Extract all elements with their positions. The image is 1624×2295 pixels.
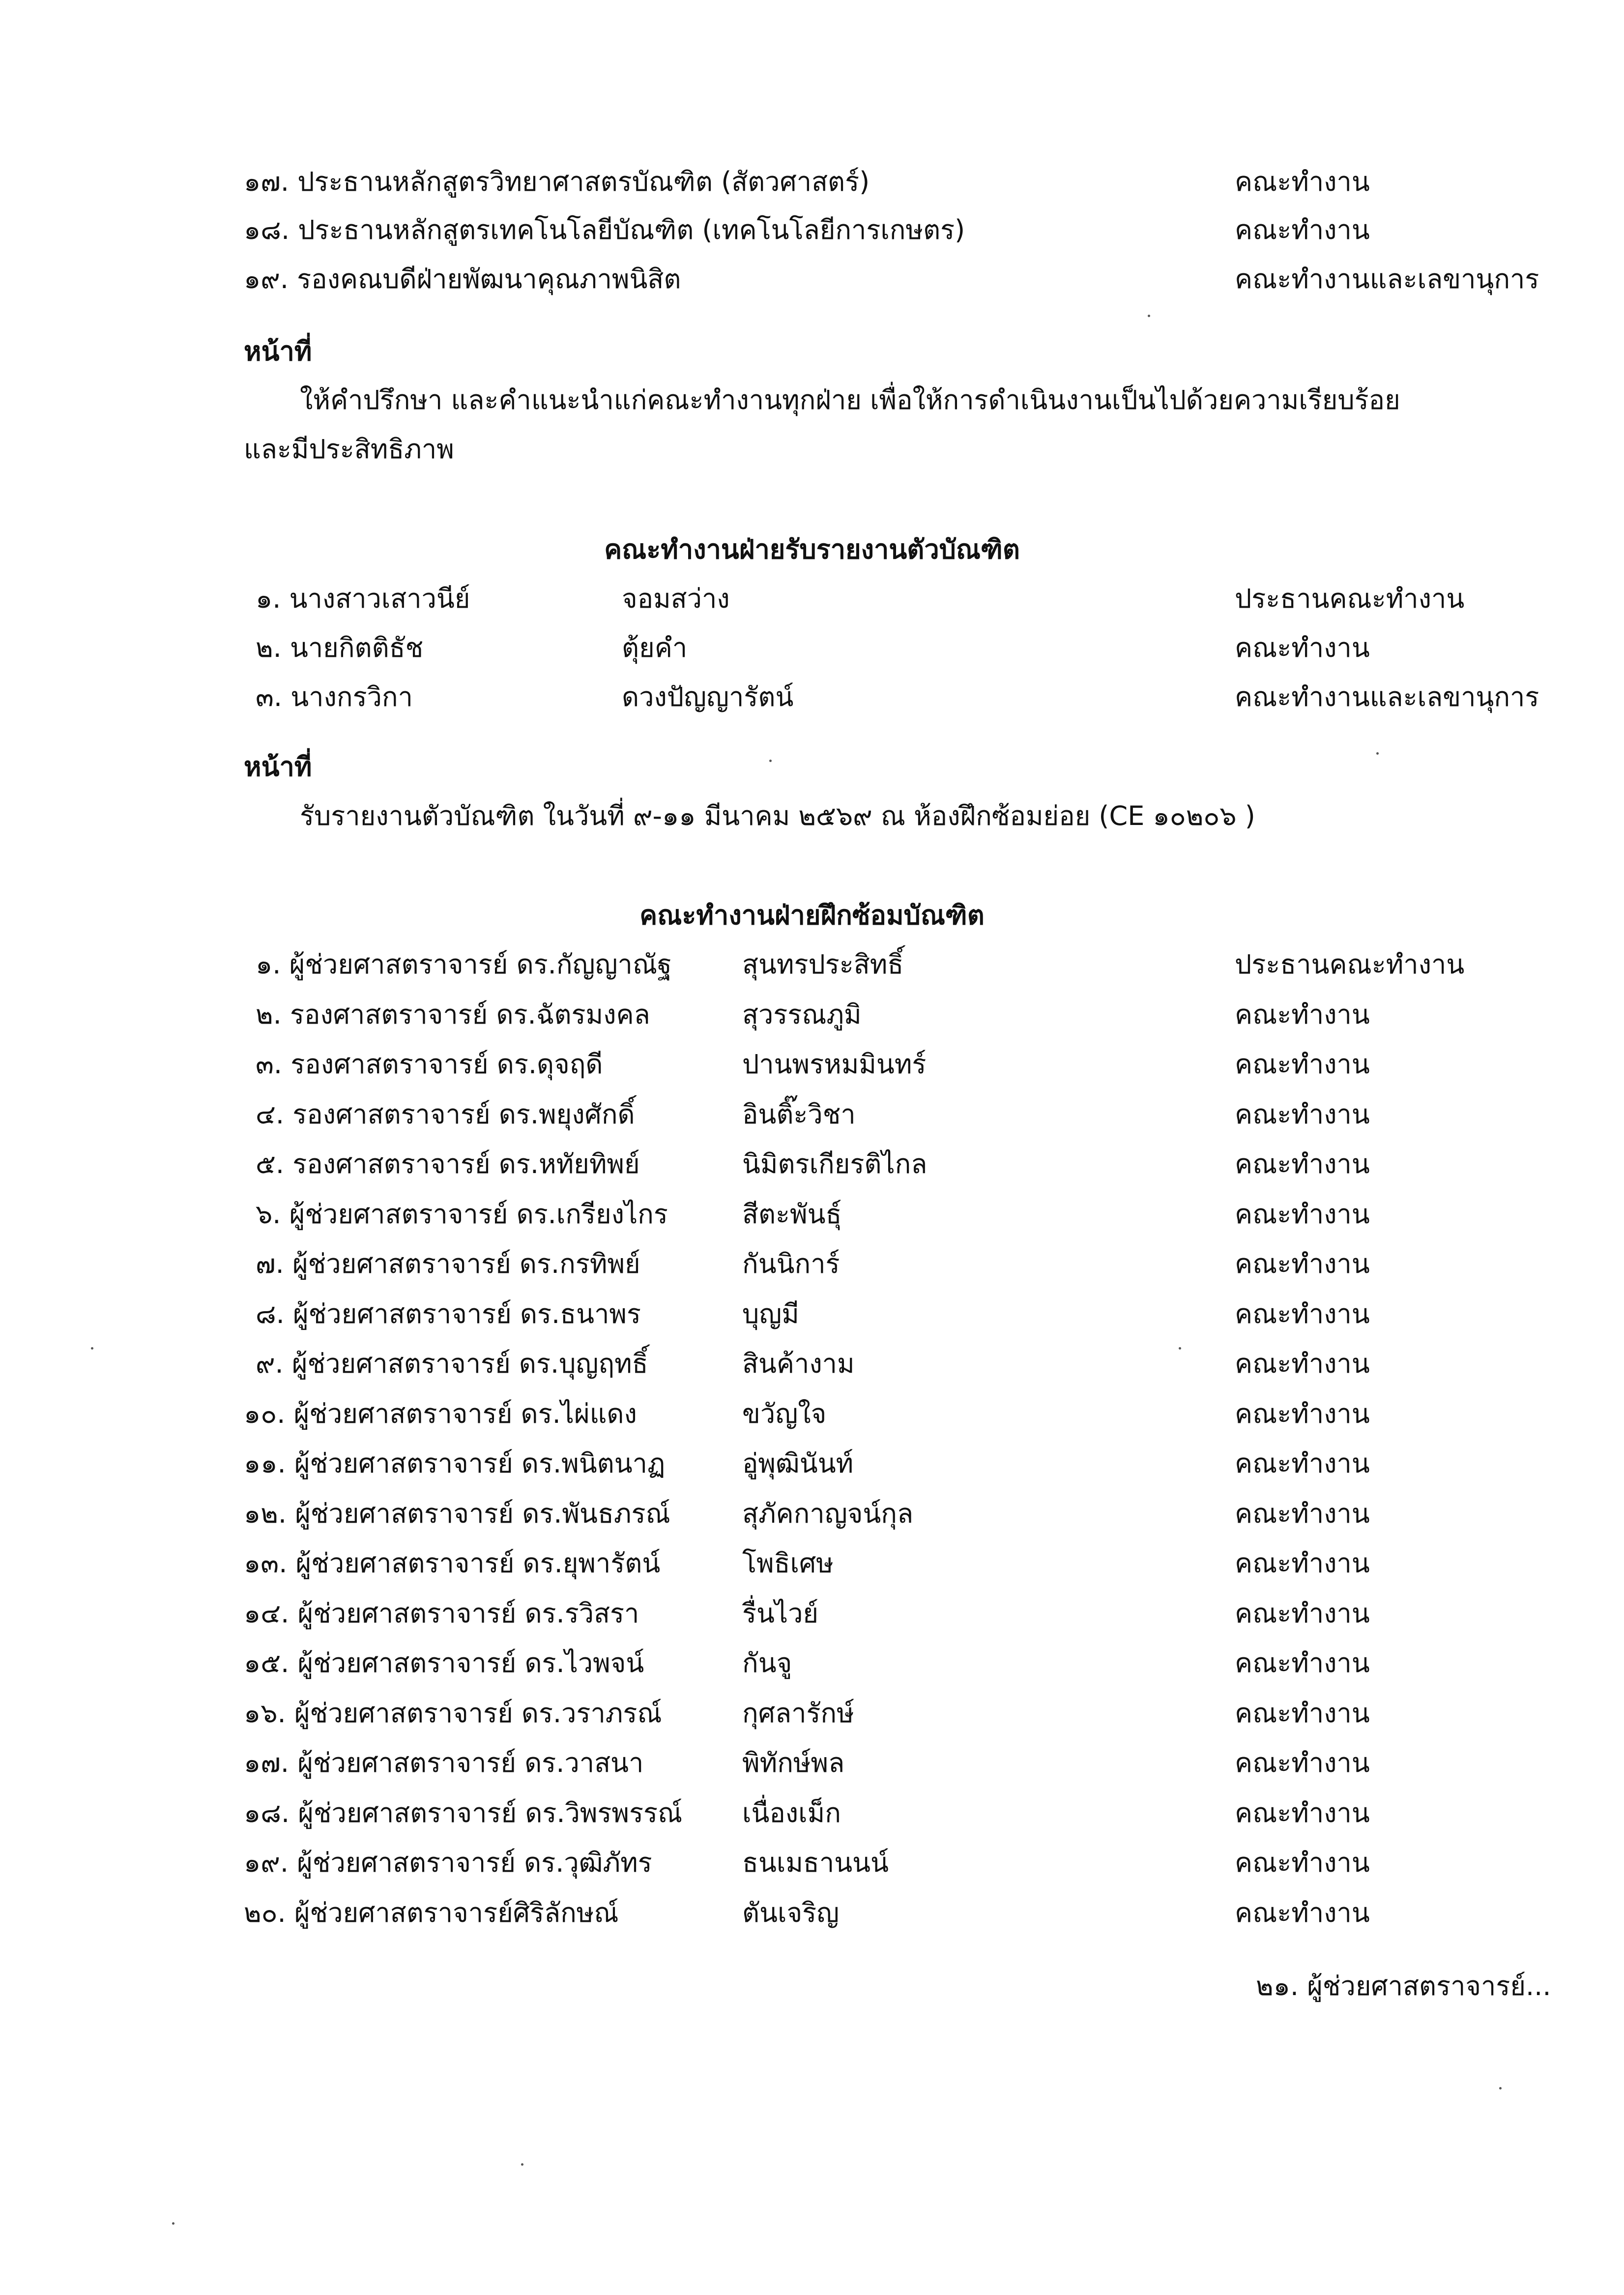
member-name: ๑๗. ผู้ช่วยศาสตราจารย์ ดร.วาสนา [244,1747,644,1778]
member-surname: สุวรรณภูมิ [742,999,862,1030]
member-role: คณะทำงาน [1235,1448,1370,1479]
section-title: คณะทำงานฝ่ายรับรายงานตัวบัณฑิต [604,534,1020,565]
member-name: ๖. ผู้ช่วยศาสตราจารย์ ดร.เกรียงไกร [256,1199,668,1230]
list-item [256,1090,1534,1139]
member-name: ๑๕. ผู้ช่วยศาสตราจารย์ ดร.ไวพจน์ [244,1648,644,1678]
member-surname: กุศลารักษ์ [742,1698,854,1729]
list-item [256,940,1534,989]
list-item [244,1789,1534,1838]
member-role: คณะทำงาน [1235,1648,1370,1678]
list-item [256,1040,1534,1089]
duty-heading: หน้าที่ [244,751,312,782]
member-role: คณะทำงาน [1235,1897,1370,1928]
member-role: คณะทำงาน [1235,1847,1370,1878]
member-role: คณะทำงาน [1235,1548,1370,1579]
member-name: ๘. ผู้ช่วยศาสตราจารย์ ดร.ธนาพร [256,1298,641,1329]
member-name: ๒๐. ผู้ช่วยศาสตราจารย์ศิริลักษณ์ [244,1897,619,1928]
scan-speck [1376,752,1379,755]
section-title: คณะทำงานฝ่ายฝึกซ้อมบัณฑิต [639,900,985,931]
list-item [244,1389,1534,1439]
member-name: ๙. ผู้ช่วยศาสตราจารย์ ดร.บุญฤทธิ์ [256,1348,648,1379]
list-item [256,1190,1534,1239]
member-name: ๓. รองศาสตราจารย์ ดร.ดุจฤดี [256,1049,603,1080]
member-surname: นิมิตรเกียรติไกล [742,1148,928,1179]
list-item [256,623,1534,673]
list-item [244,1738,1534,1788]
member-name: ๓. นางกรวิกา [256,681,413,712]
item-text: ๑๗. ประธานหลักสูตรวิทยาศาสตรบัณฑิต (สัตวศาสตร์) [244,166,870,197]
member-role: คณะทำงาน [1235,1797,1370,1828]
member-surname: สุนทรประสิทธิ์ [742,949,904,980]
member-name: ๑๐. ผู้ช่วยศาสตราจารย์ ดร.ไผ่แดง [244,1398,637,1429]
member-role: คณะทำงาน [1235,1199,1370,1230]
member-name: ๑๔. ผู้ช่วยศาสตราจารย์ ดร.รวิสรา [244,1598,639,1629]
member-surname: ตันเจริญ [742,1897,840,1928]
list-item [244,1589,1534,1638]
continuation-marker: ๒๑. ผู้ช่วยศาสตราจารย์... [1256,1971,1551,2001]
member-role: คณะทำงาน [1235,1698,1370,1729]
member-role: คณะทำงาน [1235,632,1370,663]
member-name: ๕. รองศาสตราจารย์ ดร.หทัยทิพย์ [256,1148,640,1179]
member-role: คณะทำงาน [1235,1148,1370,1179]
list-item [256,990,1534,1039]
member-surname: ดวงปัญญารัตน์ [622,681,794,712]
list-item [244,1838,1534,1887]
member-role: คณะทำงาน [1235,1348,1370,1379]
list-item [256,1339,1534,1388]
member-surname: เนื่องเม็ก [742,1797,841,1828]
member-surname: อู่พุฒินันท์ [742,1448,854,1479]
list-item [256,673,1539,722]
member-role: ประธานคณะทำงาน [1235,949,1465,980]
member-role: คณะทำงานและเลขานุการ [1235,681,1539,712]
member-surname: พิทักษ์พล [742,1747,845,1778]
list-item [244,1888,1534,1938]
member-surname: จอมสว่าง [622,583,730,614]
item-role: คณะทำงาน [1235,166,1370,197]
member-name: ๑๘. ผู้ช่วยศาสตราจารย์ ดร.วิพรพรรณ์ [244,1797,683,1828]
list-item [244,1489,1534,1538]
member-surname: บุญมี [742,1298,799,1329]
member-name: ๑๒. ผู้ช่วยศาสตราจารย์ ดร.พันธภรณ์ [244,1498,670,1529]
item-role: คณะทำงานและเลขานุการ [1235,264,1539,294]
member-role: คณะทำงาน [1235,1049,1370,1080]
scan-speck [1499,2087,1502,2089]
member-name: ๑. นางสาวเสาวนีย์ [256,583,470,614]
list-item [244,206,1532,255]
scan-speck [769,760,772,762]
member-role: คณะทำงาน [1235,1398,1370,1429]
list-item [244,255,1539,304]
item-text: ๑๘. ประธานหลักสูตรเทคโนโลยีบัณฑิต (เทคโนโลยีการเกษตร) [244,214,965,245]
member-name: ๔. รองศาสตราจารย์ ดร.พยุงศักดิ์ [256,1099,635,1130]
member-surname: รื่นไวย์ [742,1598,819,1629]
list-item [244,1539,1534,1588]
member-name: ๗. ผู้ช่วยศาสตราจารย์ ดร.กรทิพย์ [256,1248,640,1279]
list-item [244,157,1532,206]
scan-speck [172,2222,174,2225]
member-surname: สินค้างาม [742,1348,855,1379]
item-text: ๑๙. รองคณบดีฝ่ายพัฒนาคุณภาพนิสิต [244,264,681,294]
member-role: คณะทำงาน [1235,1498,1370,1529]
member-role: คณะทำงาน [1235,1747,1370,1778]
member-surname: ขวัญใจ [742,1398,827,1429]
member-role: คณะทำงาน [1235,1099,1370,1130]
member-name: ๑๑. ผู้ช่วยศาสตราจารย์ ดร.พนิตนาฏ [244,1448,666,1479]
member-name: ๑๓. ผู้ช่วยศาสตราจารย์ ดร.ยุพารัตน์ [244,1548,661,1579]
member-surname: อินติ๊ะวิชา [742,1099,856,1130]
member-name: ๒. นายกิตติธัช [256,632,424,663]
member-surname: ตุ้ยคำ [622,632,688,663]
member-surname: สุภัคกาญจน์กุล [742,1498,914,1529]
member-name: ๑๖. ผู้ช่วยศาสตราจารย์ ดร.วราภรณ์ [244,1698,662,1729]
duty-text: รับรายงานตัวบัณฑิต ในวันที่ ๙-๑๑ มีนาคม ๒๕๖๙ ณ ห้องฝึกซ้อมย่อย (CE ๑๐๒๐๖ ) [300,800,1255,831]
scan-speck [521,2163,523,2166]
scan-speck [1179,1347,1181,1350]
duty-text: ให้คำปรึกษา และคำแนะนำแก่คณะทำงานทุกฝ่าย เพื่อให้การดำเนินงานเป็นไปด้วยความเรียบร้อย [300,384,1400,415]
member-surname: ธนเมธานนน์ [742,1847,889,1878]
member-name: ๒. รองศาสตราจารย์ ดร.ฉัตรมงคล [256,999,650,1030]
duty-heading: หน้าที่ [244,336,312,367]
list-item [256,1239,1534,1289]
member-role: คณะทำงาน [1235,1598,1370,1629]
scan-speck [91,1347,93,1350]
list-item [256,1290,1534,1339]
list-item [244,1439,1534,1488]
item-role: คณะทำงาน [1235,214,1370,245]
list-item [244,1639,1534,1688]
member-name: ๑๙. ผู้ช่วยศาสตราจารย์ ดร.วุฒิภัทร [244,1847,652,1878]
member-name: ๑. ผู้ช่วยศาสตราจารย์ ดร.กัญญาณัฐ [256,949,672,980]
scan-speck [1148,315,1150,317]
member-role: คณะทำงาน [1235,999,1370,1030]
member-surname: สีตะพันธุ์ [742,1199,842,1230]
member-role: คณะทำงาน [1235,1298,1370,1329]
member-surname: กันนิการ์ [742,1248,840,1279]
member-role: ประธานคณะทำงาน [1235,583,1465,614]
list-item [244,1689,1534,1738]
list-item [256,574,1534,623]
duty-text-cont: และมีประสิทธิภาพ [244,434,454,465]
member-surname: โพธิเศษ [742,1548,834,1579]
member-surname: กันจู [742,1648,792,1678]
member-surname: ปานพรหมมินทร์ [742,1049,927,1080]
list-item [256,1140,1534,1189]
member-role: คณะทำงาน [1235,1248,1370,1279]
